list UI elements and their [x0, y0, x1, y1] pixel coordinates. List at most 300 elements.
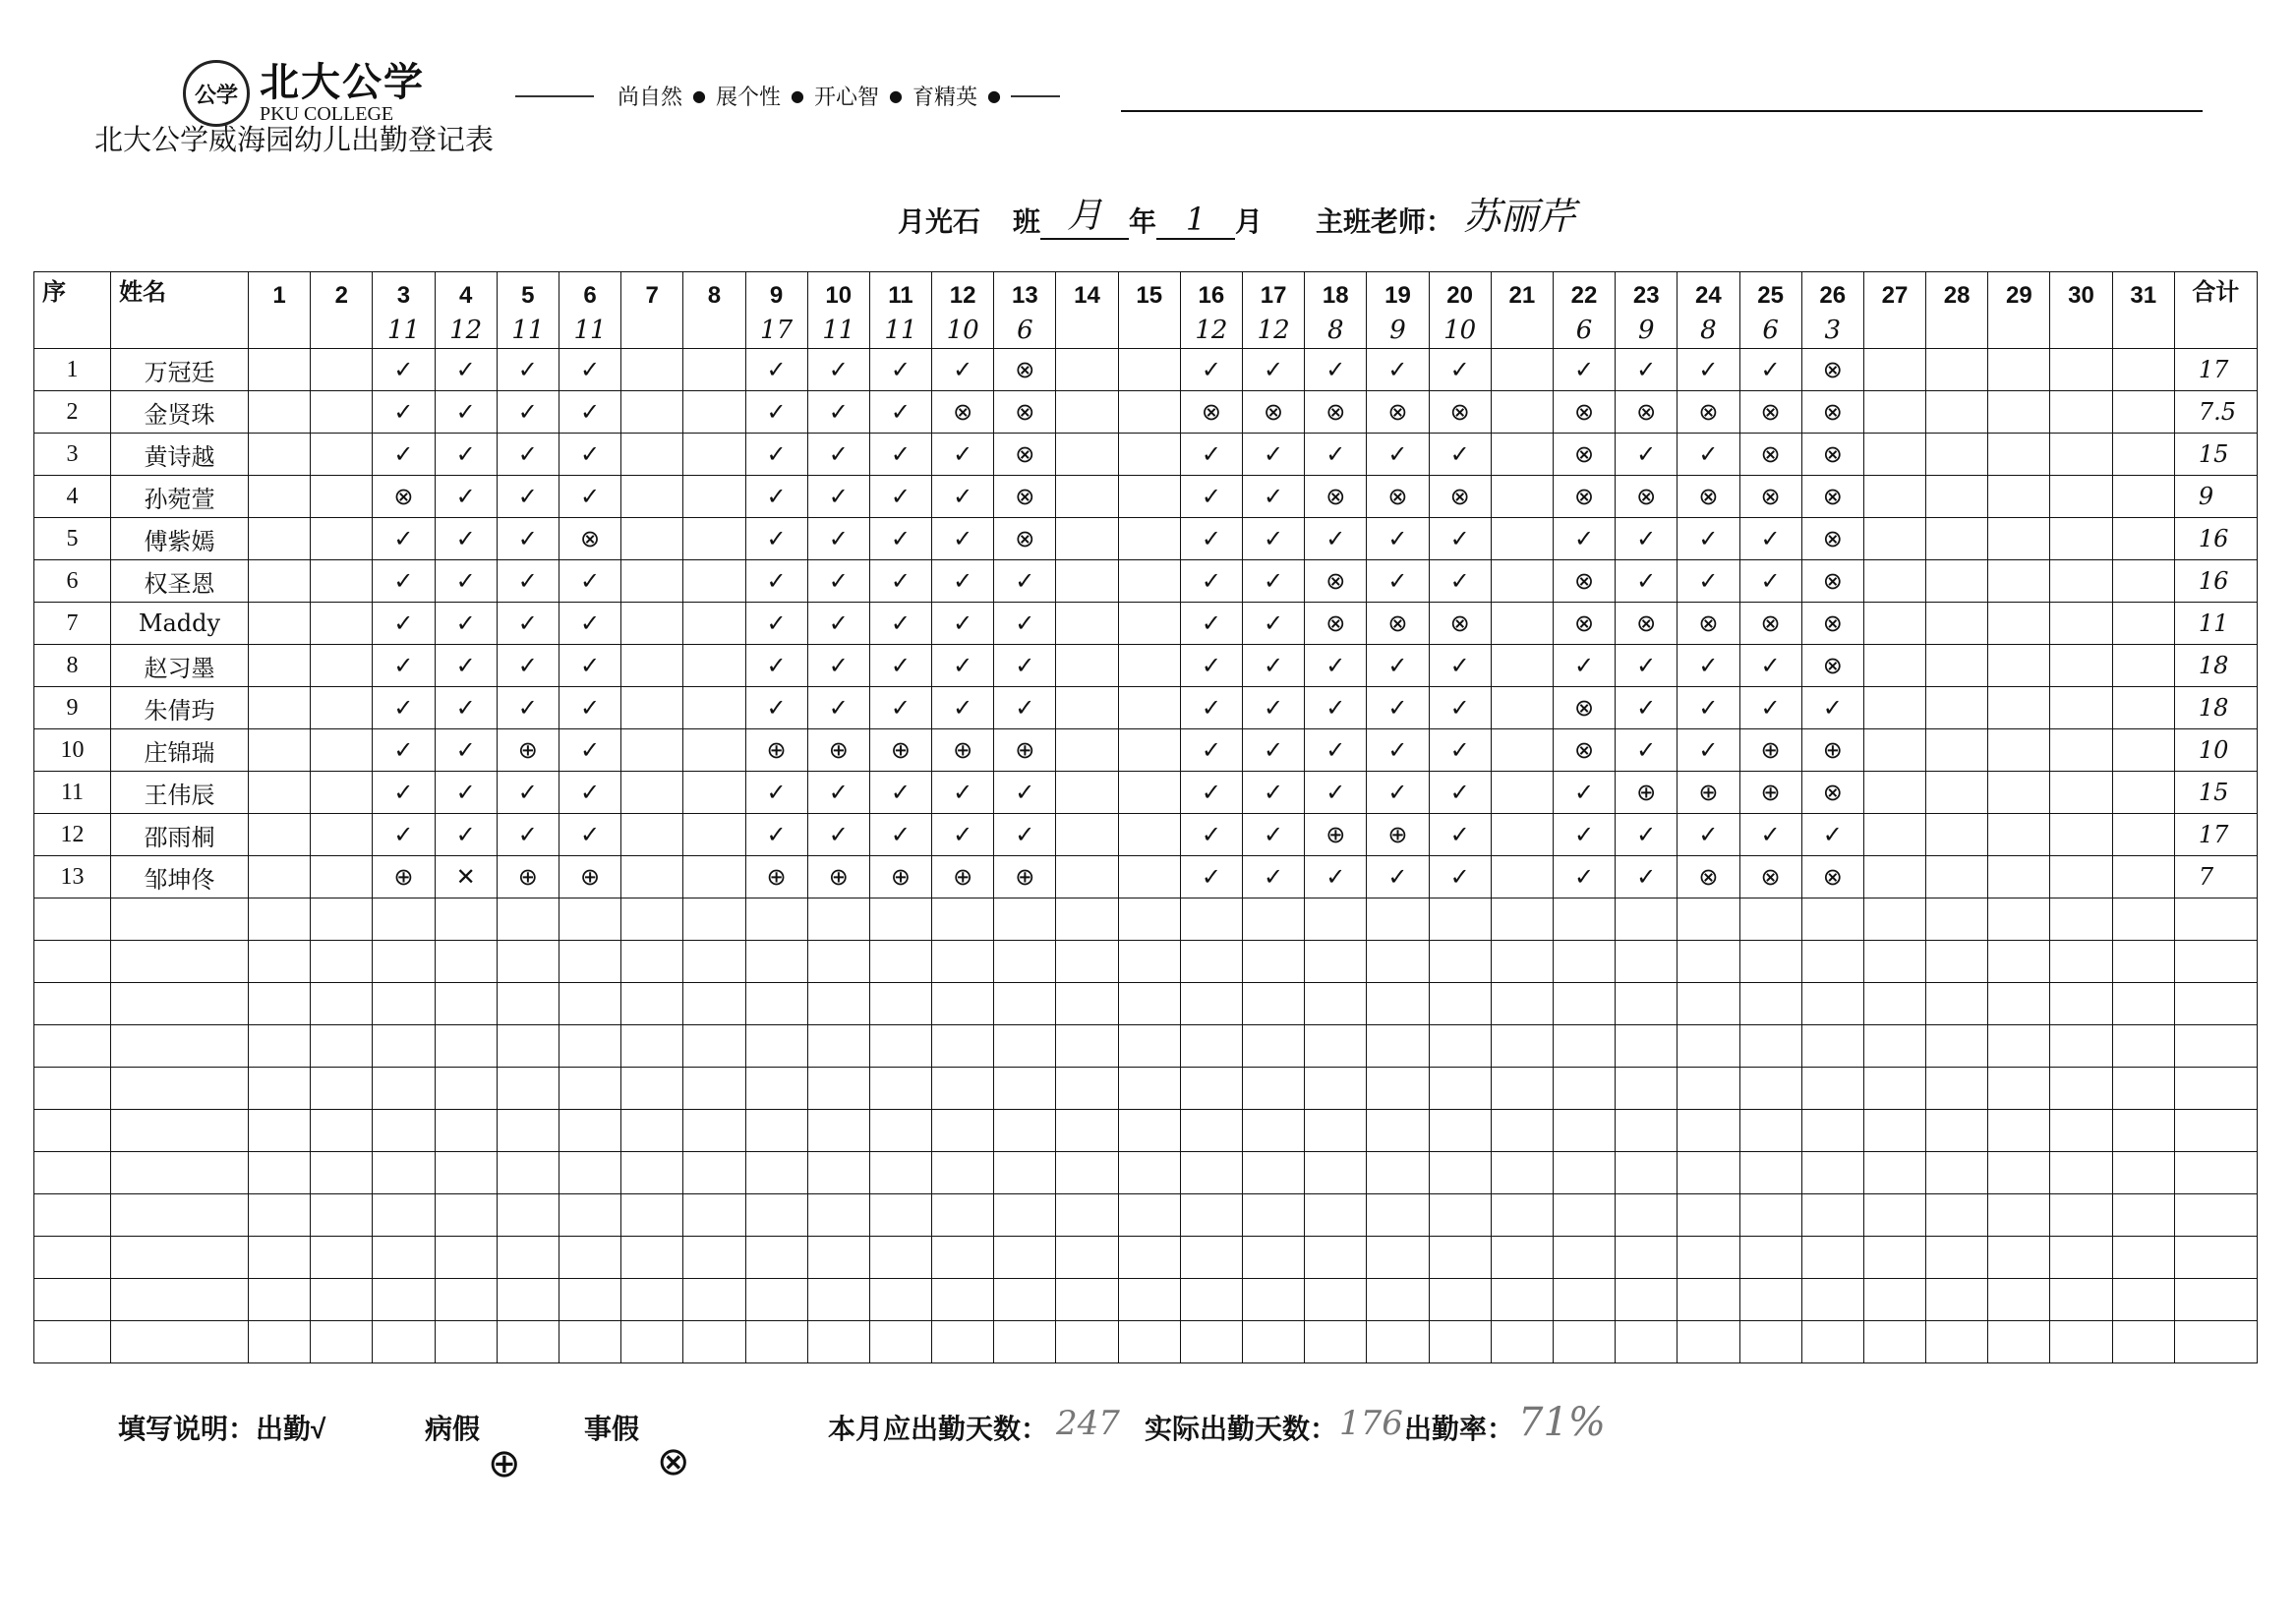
attendance-mark: [683, 349, 745, 391]
expected-days-value: 247: [1056, 1404, 1120, 1443]
day-header: [683, 272, 745, 349]
empty-cell: [745, 1321, 807, 1363]
attendance-mark: [1491, 856, 1553, 898]
attendance-mark: ⊕: [869, 729, 931, 772]
actual-days-value: 176: [1339, 1404, 1403, 1443]
attendance-mark: ✓: [559, 645, 620, 687]
empty-cell: [745, 1068, 807, 1110]
day-present-count: 17: [760, 316, 794, 345]
attendance-mark: ✓: [807, 814, 869, 856]
attendance-mark: ✓: [869, 772, 931, 814]
empty-cell: [1988, 1152, 2050, 1194]
empty-cell: [111, 1279, 249, 1321]
day-number: 9: [769, 282, 784, 309]
student-name: 朱倩玙: [111, 687, 249, 729]
attendance-mark: ⊗: [1553, 603, 1615, 645]
empty-cell: [1863, 1025, 1925, 1068]
empty-cell: [1367, 941, 1429, 983]
attendance-mark: [1988, 772, 2050, 814]
attendance-mark: ✓: [1243, 814, 1305, 856]
empty-cell: [1118, 1279, 1180, 1321]
empty-cell: [1367, 1152, 1429, 1194]
attendance-mark: ⊗: [1305, 603, 1367, 645]
attendance-mark: ✓: [932, 772, 994, 814]
attendance-mark: [1926, 518, 1988, 560]
empty-cell: [111, 1237, 249, 1279]
attendance-mark: ✓: [932, 349, 994, 391]
student-seq: 13: [34, 856, 111, 898]
attendance-mark: ✓: [1553, 518, 1615, 560]
attendance-mark: ⊗: [1553, 687, 1615, 729]
empty-cell: [559, 983, 620, 1025]
empty-cell: [1988, 983, 2050, 1025]
empty-cell: [2112, 1279, 2174, 1321]
attendance-mark: ⊗: [1801, 391, 1863, 434]
empty-cell: [1678, 983, 1739, 1025]
attendance-mark: ⊗: [1305, 391, 1367, 434]
attendance-mark: ⊕: [994, 856, 1056, 898]
empty-cell: [1180, 983, 1242, 1025]
day-present-count: 11: [511, 316, 545, 345]
attendance-mark: ✓: [559, 772, 620, 814]
empty-cell: [2112, 1321, 2174, 1363]
attendance-mark: [1056, 645, 1118, 687]
attendance-mark: ✓: [1429, 772, 1491, 814]
empty-cell: [1367, 1237, 1429, 1279]
attendance-mark: ✓: [435, 391, 497, 434]
attendance-mark: [1988, 476, 2050, 518]
empty-cell: [2174, 1194, 2257, 1237]
attendance-mark: ✓: [1243, 645, 1305, 687]
empty-cell: [932, 1279, 994, 1321]
student-seq: 5: [34, 518, 111, 560]
empty-cell: [559, 1068, 620, 1110]
empty-cell: [1367, 1110, 1429, 1152]
empty-cell: [1553, 1110, 1615, 1152]
attendance-mark: [1863, 772, 1925, 814]
empty-cell: [621, 1321, 683, 1363]
attendance-mark: ✓: [745, 391, 807, 434]
attendance-mark: [2050, 476, 2112, 518]
empty-cell: [373, 1237, 435, 1279]
day-number: 10: [825, 282, 853, 309]
empty-cell: [1491, 941, 1553, 983]
attendance-mark: ⊗: [1305, 476, 1367, 518]
attendance-mark: [2112, 434, 2174, 476]
attendance-mark: ✓: [497, 434, 559, 476]
attendance-mark: ✓: [869, 687, 931, 729]
empty-cell: [1988, 1025, 2050, 1068]
attendance-mark: [683, 856, 745, 898]
attendance-mark: ✓: [1429, 645, 1491, 687]
document-title: 北大公学威海园幼儿出勤登记表: [94, 125, 495, 156]
attendance-mark: ⊕: [1801, 729, 1863, 772]
empty-cell: [1616, 1068, 1678, 1110]
empty-cell: [435, 1110, 497, 1152]
attendance-mark: [1491, 560, 1553, 603]
attendance-mark: ✓: [1305, 856, 1367, 898]
empty-cell: [869, 983, 931, 1025]
attendance-mark: ✓: [1243, 603, 1305, 645]
attendance-mark: ⊕: [745, 729, 807, 772]
day-number: 4: [458, 282, 473, 309]
empty-cell: [2174, 983, 2257, 1025]
empty-cell: [1305, 983, 1367, 1025]
attendance-mark: ✓: [1180, 856, 1242, 898]
empty-cell: [1739, 1110, 1801, 1152]
attendance-mark: ✓: [1429, 434, 1491, 476]
attendance-mark: [2112, 560, 2174, 603]
class-name: 月光石: [897, 205, 980, 238]
empty-cell: [1678, 1025, 1739, 1068]
attendance-mark: ✓: [994, 687, 1056, 729]
empty-cell: [994, 1068, 1056, 1110]
empty-cell: [994, 983, 1056, 1025]
empty-cell: [1491, 1152, 1553, 1194]
empty-cell: [1056, 1152, 1118, 1194]
attendance-mark: ✓: [1305, 729, 1367, 772]
attendance-mark: [2112, 856, 2174, 898]
empty-cell: [111, 1068, 249, 1110]
student-total: 11: [2174, 603, 2257, 645]
attendance-mark: [311, 603, 373, 645]
empty-cell: [497, 1237, 559, 1279]
empty-cell: [497, 1110, 559, 1152]
empty-cell: [1553, 941, 1615, 983]
empty-cell: [249, 983, 311, 1025]
attendance-mark: ⊗: [932, 391, 994, 434]
empty-cell: [2174, 898, 2257, 941]
attendance-mark: ✓: [745, 603, 807, 645]
day-present-count: 12: [1195, 316, 1228, 345]
attendance-mark: ✓: [1180, 729, 1242, 772]
attendance-mark: ✓: [1180, 687, 1242, 729]
attendance-mark: ✓: [559, 391, 620, 434]
day-header: [807, 272, 869, 349]
empty-cell: [1367, 1025, 1429, 1068]
empty-cell: [1305, 1152, 1367, 1194]
empty-cell: [1367, 1068, 1429, 1110]
day-header: [1491, 272, 1553, 349]
day-number: 25: [1757, 282, 1784, 309]
attendance-mark: [249, 476, 311, 518]
day-number: 16: [1198, 282, 1225, 309]
empty-cell: [1429, 1152, 1491, 1194]
attendance-mark: [621, 349, 683, 391]
empty-cell: [373, 1279, 435, 1321]
empty-cell: [1926, 1321, 1988, 1363]
empty-cell: [807, 1279, 869, 1321]
attendance-mark: ⊗: [994, 391, 1056, 434]
day-number: 18: [1322, 282, 1349, 309]
attendance-mark: [621, 518, 683, 560]
attendance-mark: [683, 391, 745, 434]
attendance-mark: ✓: [745, 560, 807, 603]
empty-cell: [2050, 1194, 2112, 1237]
empty-cell: [1056, 1025, 1118, 1068]
empty-cell: [807, 941, 869, 983]
attendance-mark: [311, 560, 373, 603]
attendance-mark: ✓: [559, 476, 620, 518]
empty-cell: [1553, 898, 1615, 941]
empty-cell: [1056, 1194, 1118, 1237]
attendance-mark: [1491, 729, 1553, 772]
empty-cell: [1429, 941, 1491, 983]
attendance-mark: [2112, 687, 2174, 729]
attendance-mark: [1491, 434, 1553, 476]
empty-cell: [2050, 1279, 2112, 1321]
attendance-mark: [1491, 518, 1553, 560]
empty-cell: [1739, 1025, 1801, 1068]
day-header: [311, 272, 373, 349]
empty-cell: [1180, 1279, 1242, 1321]
empty-cell: [807, 1321, 869, 1363]
attendance-mark: ⊗: [1367, 603, 1429, 645]
empty-cell: [1616, 1152, 1678, 1194]
empty-cell: [1739, 1194, 1801, 1237]
attendance-mark: [2050, 729, 2112, 772]
attendance-mark: [1988, 814, 2050, 856]
attendance-mark: [1118, 645, 1180, 687]
empty-cell: [1056, 898, 1118, 941]
attendance-mark: ✓: [497, 476, 559, 518]
empty-cell: [1180, 1110, 1242, 1152]
day-header: [2112, 272, 2174, 349]
attendance-mark: ✓: [1243, 687, 1305, 729]
empty-cell: [683, 983, 745, 1025]
empty-cell: [311, 898, 373, 941]
attendance-mark: [311, 518, 373, 560]
empty-cell: [2050, 1068, 2112, 1110]
attendance-mark: ✓: [932, 518, 994, 560]
attendance-mark: ✓: [1429, 518, 1491, 560]
empty-cell: [2112, 983, 2174, 1025]
attendance-mark: ✓: [373, 687, 435, 729]
empty-cell: [1863, 1152, 1925, 1194]
empty-cell: [1739, 983, 1801, 1025]
attendance-mark: ✓: [745, 434, 807, 476]
empty-cell: [1491, 1194, 1553, 1237]
table-row: [34, 814, 2258, 856]
attendance-mark: [249, 603, 311, 645]
empty-cell: [1553, 1194, 1615, 1237]
empty-cell: [1616, 1279, 1678, 1321]
empty-cell: [1988, 1068, 2050, 1110]
attendance-mark: ✓: [1678, 349, 1739, 391]
empty-cell: [1180, 941, 1242, 983]
attendance-mark: [249, 518, 311, 560]
table-row: [34, 518, 2258, 560]
attendance-mark: ⊗: [1616, 603, 1678, 645]
day-present-count: 11: [573, 316, 607, 345]
attendance-mark: ⊗: [1553, 391, 1615, 434]
attendance-mark: [1118, 729, 1180, 772]
attendance-mark: [2050, 772, 2112, 814]
empty-cell: [435, 941, 497, 983]
attendance-mark: ⊕: [1616, 772, 1678, 814]
name-header: 姓名: [111, 272, 249, 349]
day-header: [435, 272, 497, 349]
empty-cell: [869, 1194, 931, 1237]
attendance-mark: [683, 518, 745, 560]
empty-cell: [34, 1321, 111, 1363]
attendance-mark: [1926, 476, 1988, 518]
empty-cell: [249, 941, 311, 983]
empty-cell: [1429, 1321, 1491, 1363]
empty-cell: [869, 1068, 931, 1110]
student-name: 傅紫嫣: [111, 518, 249, 560]
attendance-mark: ✓: [1616, 814, 1678, 856]
empty-cell: [1616, 941, 1678, 983]
attendance-mark: [1988, 560, 2050, 603]
empty-cell: [373, 898, 435, 941]
attendance-mark: ✓: [1678, 729, 1739, 772]
day-number: 15: [1136, 282, 1163, 309]
empty-cell: [994, 941, 1056, 983]
empty-cell: [111, 941, 249, 983]
attendance-mark: ✓: [1305, 772, 1367, 814]
attendance-mark: ✓: [1180, 603, 1242, 645]
empty-cell: [435, 1321, 497, 1363]
student-seq: 6: [34, 560, 111, 603]
empty-cell: [1118, 1068, 1180, 1110]
empty-cell: [1243, 1194, 1305, 1237]
seq-header: 序: [34, 272, 111, 349]
attendance-mark: ✓: [497, 645, 559, 687]
empty-cell: [932, 898, 994, 941]
empty-cell: [1118, 1237, 1180, 1279]
attendance-mark: ✓: [435, 434, 497, 476]
attendance-mark: ✓: [1243, 772, 1305, 814]
attendance-mark: [2112, 814, 2174, 856]
attendance-mark: ✓: [807, 603, 869, 645]
empty-cell: [373, 1152, 435, 1194]
empty-cell: [1056, 1110, 1118, 1152]
empty-cell: [373, 1068, 435, 1110]
empty-cell: [497, 898, 559, 941]
empty-cell: [1429, 983, 1491, 1025]
attendance-mark: [249, 729, 311, 772]
day-number: 31: [2130, 282, 2157, 309]
attendance-mark: [621, 476, 683, 518]
attendance-mark: [249, 391, 311, 434]
empty-cell: [2174, 1279, 2257, 1321]
empty-cell: [497, 1152, 559, 1194]
student-total: 17: [2174, 349, 2257, 391]
empty-cell: [311, 1110, 373, 1152]
day-number: 2: [334, 282, 348, 309]
empty-row: [34, 941, 2258, 983]
day-present-count: 10: [1443, 316, 1477, 345]
empty-cell: [869, 1152, 931, 1194]
empty-cell: [2050, 898, 2112, 941]
student-seq: 4: [34, 476, 111, 518]
attendance-mark: ✓: [559, 603, 620, 645]
empty-cell: [1801, 983, 1863, 1025]
attendance-mark: ✓: [497, 687, 559, 729]
empty-cell: [807, 1025, 869, 1068]
attendance-mark: [2112, 476, 2174, 518]
attendance-mark: ✓: [807, 772, 869, 814]
attendance-mark: ✓: [745, 645, 807, 687]
empty-cell: [1243, 941, 1305, 983]
empty-cell: [435, 1025, 497, 1068]
attendance-mark: [1056, 391, 1118, 434]
attendance-rate-value: 71%: [1518, 1400, 1606, 1445]
empty-cell: [111, 1110, 249, 1152]
day-header: [1801, 272, 1863, 349]
empty-cell: [1180, 1237, 1242, 1279]
attendance-mark: ✕: [435, 856, 497, 898]
empty-cell: [559, 1321, 620, 1363]
day-number: 7: [645, 282, 659, 309]
empty-cell: [1678, 898, 1739, 941]
attendance-mark: [1118, 814, 1180, 856]
empty-cell: [2050, 1237, 2112, 1279]
empty-cell: [1553, 1279, 1615, 1321]
attendance-mark: ✓: [1305, 518, 1367, 560]
empty-cell: [994, 1237, 1056, 1279]
empty-cell: [34, 1068, 111, 1110]
empty-cell: [1553, 1068, 1615, 1110]
day-number: 3: [396, 282, 411, 309]
empty-cell: [1243, 1110, 1305, 1152]
attendance-mark: [1926, 814, 1988, 856]
empty-cell: [621, 1152, 683, 1194]
attendance-mark: ✓: [1616, 645, 1678, 687]
attendance-mark: ⊕: [994, 729, 1056, 772]
attendance-mark: ⊗: [1367, 391, 1429, 434]
attendance-mark: ✓: [435, 518, 497, 560]
empty-cell: [1988, 898, 2050, 941]
empty-cell: [1739, 1237, 1801, 1279]
empty-cell: [1305, 1237, 1367, 1279]
attendance-mark: ✓: [373, 391, 435, 434]
attendance-mark: [1118, 518, 1180, 560]
empty-cell: [1429, 1237, 1491, 1279]
empty-cell: [249, 1110, 311, 1152]
day-number: 30: [2068, 282, 2094, 309]
student-name: 邹坤佟: [111, 856, 249, 898]
day-present-count: 11: [822, 316, 855, 345]
attendance-mark: ⊗: [1678, 391, 1739, 434]
motto-item: 开心智: [813, 86, 879, 110]
day-present-count: 9: [1389, 316, 1406, 345]
empty-cell: [1926, 983, 1988, 1025]
student-name: Maddy: [111, 603, 249, 645]
attendance-mark: ✓: [435, 772, 497, 814]
attendance-mark: ✓: [1739, 349, 1801, 391]
empty-cell: [311, 1068, 373, 1110]
attendance-mark: ✓: [559, 349, 620, 391]
attendance-mark: [2050, 560, 2112, 603]
empty-cell: [1863, 983, 1925, 1025]
empty-cell: [559, 1110, 620, 1152]
empty-cell: [1367, 983, 1429, 1025]
attendance-mark: ✓: [373, 814, 435, 856]
attendance-mark: ⊕: [807, 729, 869, 772]
empty-cell: [869, 898, 931, 941]
attendance-mark: ✓: [745, 518, 807, 560]
student-total: 18: [2174, 645, 2257, 687]
attendance-mark: [621, 434, 683, 476]
empty-cell: [1180, 1068, 1242, 1110]
attendance-mark: [1926, 645, 1988, 687]
empty-cell: [1801, 941, 1863, 983]
empty-cell: [621, 898, 683, 941]
empty-cell: [932, 983, 994, 1025]
attendance-mark: [1118, 391, 1180, 434]
